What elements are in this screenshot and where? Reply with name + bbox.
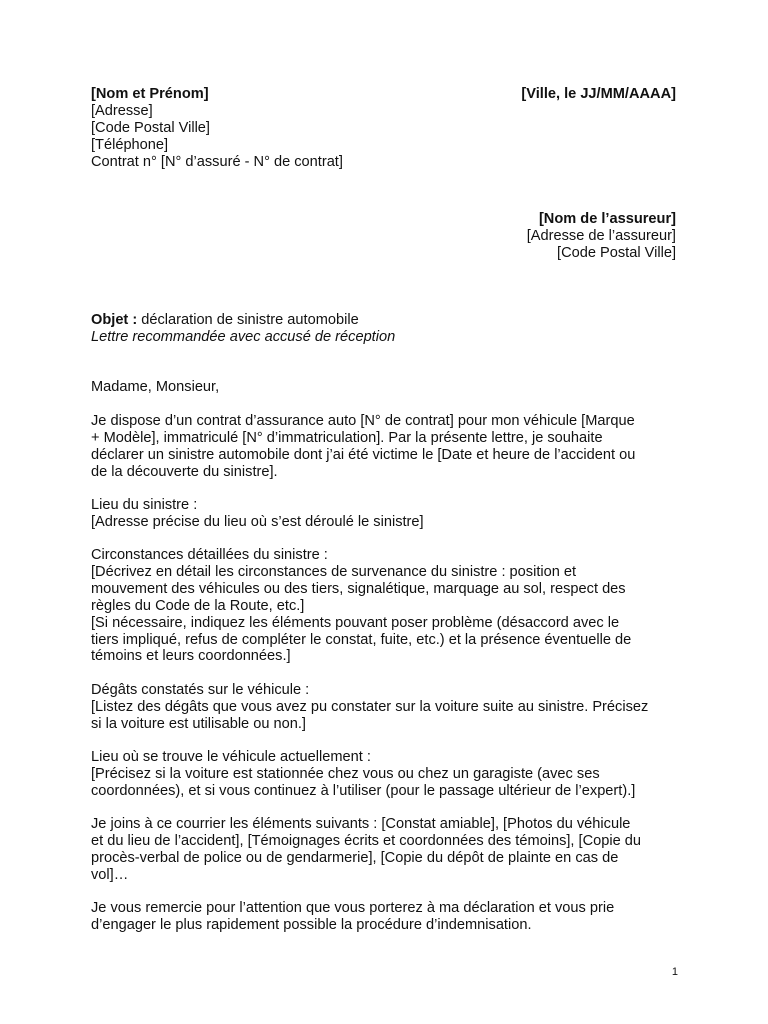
subject-mode: Lettre recommandée avec accusé de réception — [91, 328, 396, 345]
damage-heading: Dégâts constatés sur le véhicule : — [91, 682, 310, 698]
subject-text: déclaration de sinistre automobile — [141, 312, 359, 328]
text-line: Je dispose d’un contrat d’assurance auto [N° de contrat] pour mon véhicule [Marque — [91, 413, 635, 429]
location-heading: Lieu du sinistre : — [91, 497, 198, 513]
text-line: + Modèle], immatriculé [N° d’immatriculation]. Par la présente lettre, je souhaite — [91, 429, 603, 446]
text-line: [Si nécessaire, indiquez les éléments pouvant poser problème (désaccord avec le — [91, 614, 620, 631]
text-line: mouvement des véhicules ou des tiers, signalétique, marquage au sol, respect des — [91, 580, 626, 597]
circumstances-heading: Circonstances détaillées du sinistre : — [91, 547, 328, 563]
text-line: coordonnées), et si vous continuez à l’utiliser (pour le passage ultérieur de l’expert).] — [91, 782, 636, 799]
attachments-paragraph — [91, 816, 641, 884]
recipient-name: [Nom de l’assureur] — [538, 211, 676, 227]
text-line: tiers impliqué, refus de compléter le constat, fuite, etc.) et la présence éventuelle de — [91, 631, 632, 648]
text-line: vol]… — [91, 866, 129, 883]
vehicle-location-heading: Lieu où se trouve le véhicule actuellement : — [91, 749, 371, 765]
text-line: d’engager le plus rapidement possible la procédure d’indemnisation. — [91, 916, 532, 933]
location-section — [91, 497, 424, 531]
text-line: [Listez des dégâts que vous avez pu constater sur la voiture suite au sinistre. Précisez — [91, 698, 649, 715]
page-number: 1 — [671, 966, 678, 978]
text-line: et du lieu de l’accident], [Témoignages écrits et coordonnées des témoins], [Copie du — [91, 832, 642, 849]
sender-phone: [Téléphone] — [91, 136, 169, 153]
subject-label: Objet : — [91, 312, 138, 328]
text-line: Je vous remercie pour l’attention que vous porterez à ma déclaration et vous prie — [91, 900, 615, 916]
text-line: de la découverte du sinistre]. — [91, 463, 278, 480]
vehicle-location-section — [91, 749, 635, 800]
text-line: Je joins à ce courrier les éléments suivants : [Constat amiable], [Photos du véhicule — [91, 816, 631, 832]
text-line: procès-verbal de police ou de gendarmerie], [Copie du dépôt de plainte en cas de — [91, 849, 619, 866]
subject-block — [91, 312, 395, 346]
recipient-block — [400, 211, 676, 262]
closing-paragraph — [91, 900, 614, 934]
text-line: règles du Code de la Route, etc.] — [91, 597, 305, 614]
salutation: Madame, Monsieur, — [91, 379, 220, 395]
sender-name: [Nom et Prénom] — [91, 86, 209, 102]
text-line: déclarer un sinistre automobile dont j’ai été victime le [Date et heure de l’accident ou — [91, 446, 636, 463]
damage-section — [91, 682, 648, 733]
place-date: [Ville, le JJ/MM/AAAA] — [521, 86, 676, 102]
text-line: si la voiture est utilisable ou non.] — [91, 715, 306, 732]
intro-paragraph — [91, 413, 635, 481]
recipient-address: [Adresse de l’assureur] — [526, 227, 676, 244]
text-line: [Adresse précise du lieu où s’est déroulé le sinistre] — [91, 513, 424, 530]
sender-contract: Contrat n° [N° d’assuré - N° de contrat] — [91, 153, 343, 170]
recipient-postal-city: [Code Postal Ville] — [557, 244, 676, 261]
text-line: [Décrivez en détail les circonstances de survenance du sinistre : position et — [91, 563, 577, 580]
text-line: témoins et leurs coordonnées.] — [91, 648, 291, 665]
sender-block — [91, 86, 343, 171]
text-line: [Précisez si la voiture est stationnée chez vous ou chez un garagiste (avec ses — [91, 765, 600, 782]
sender-postal-city: [Code Postal Ville] — [91, 119, 210, 136]
circumstances-section — [91, 547, 631, 665]
sender-address: [Adresse] — [91, 102, 153, 119]
